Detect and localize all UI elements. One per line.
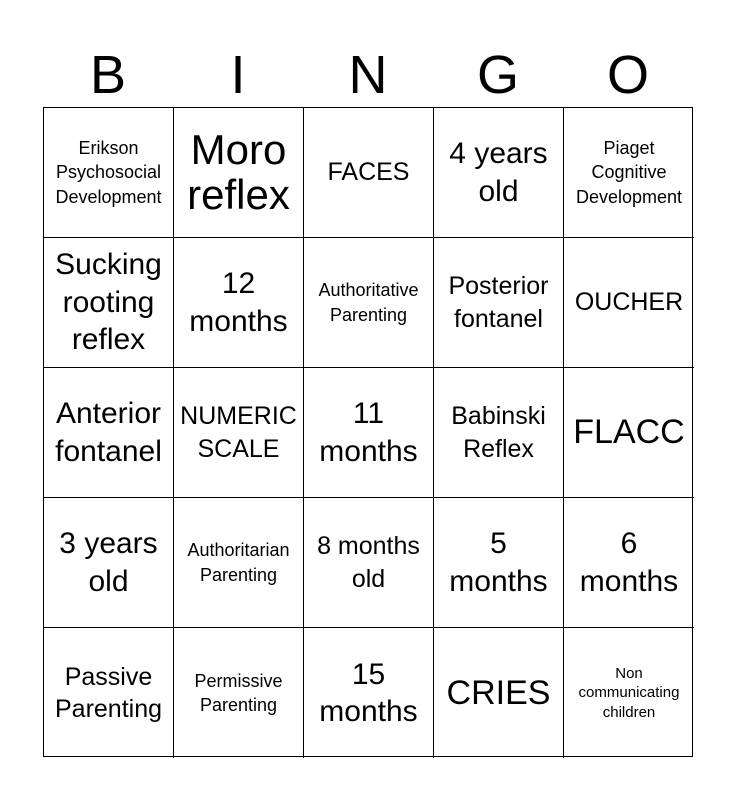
cell-text: 5 months xyxy=(449,527,548,598)
bingo-cell[interactable] xyxy=(564,238,694,368)
bingo-cell[interactable] xyxy=(304,368,434,498)
cell-text: 6 months xyxy=(579,527,679,598)
bingo-cell[interactable] xyxy=(174,498,304,628)
cell-text: CRIES xyxy=(446,673,551,712)
bingo-cell[interactable] xyxy=(564,108,694,238)
cell-text: Babinski Reflex xyxy=(451,402,546,463)
bingo-cell[interactable] xyxy=(564,628,694,758)
bingo-cell[interactable] xyxy=(304,238,434,368)
cell-text: 12 months xyxy=(189,267,288,338)
cell-text: 3 years old xyxy=(59,527,158,598)
bingo-cell[interactable] xyxy=(304,108,434,238)
bingo-cell[interactable] xyxy=(44,498,174,628)
bingo-header xyxy=(43,44,693,106)
bingo-cell[interactable] xyxy=(564,368,694,498)
cell-text: 11 months xyxy=(319,397,418,468)
bingo-board xyxy=(43,107,693,757)
bingo-cell[interactable] xyxy=(174,108,304,238)
bingo-cell[interactable] xyxy=(304,628,434,758)
bingo-cell[interactable] xyxy=(434,368,564,498)
bingo-cell[interactable] xyxy=(304,498,434,628)
cell-text: Permissive Parenting xyxy=(194,670,283,715)
cell-text: Sucking rooting reflex xyxy=(55,248,162,357)
cell-text: Authoritative Parenting xyxy=(318,280,419,325)
cell-text: 4 years old xyxy=(449,137,548,208)
bingo-cell[interactable] xyxy=(434,238,564,368)
header-letter-g: G xyxy=(476,45,519,105)
bingo-cell[interactable] xyxy=(44,238,174,368)
cell-text: Anterior fontanel xyxy=(55,397,162,468)
bingo-cell[interactable] xyxy=(434,498,564,628)
header-letter-i: I xyxy=(230,45,246,105)
cell-text: Piaget Cognitive Development xyxy=(575,138,683,207)
cell-text: NUMERIC SCALE xyxy=(180,402,297,463)
bingo-cell[interactable] xyxy=(564,498,694,628)
bingo-cell[interactable] xyxy=(174,368,304,498)
cell-text: 15 months xyxy=(319,657,418,728)
cell-text: 8 months old xyxy=(317,532,420,593)
cell-text: FLACC xyxy=(573,413,685,452)
header-letter-o: O xyxy=(606,45,649,105)
cell-text: FACES xyxy=(327,158,410,187)
header-letter-b: B xyxy=(89,45,127,105)
bingo-cell[interactable] xyxy=(174,238,304,368)
bingo-cell[interactable] xyxy=(44,108,174,238)
bingo-cell[interactable] xyxy=(174,628,304,758)
header-letter-n: N xyxy=(348,45,388,105)
cell-text: OUCHER xyxy=(574,288,684,317)
bingo-cell[interactable] xyxy=(44,628,174,758)
bingo-cell[interactable] xyxy=(434,108,564,238)
cell-text: Non communicating children xyxy=(578,664,680,721)
cell-text: Passive Parenting xyxy=(54,662,163,723)
cell-text: Authoritarian Parenting xyxy=(187,540,290,585)
cell-text: Moro reflex xyxy=(187,126,290,218)
cell-text: Posterior fontanel xyxy=(448,272,549,333)
bingo-cell[interactable] xyxy=(434,628,564,758)
cell-text: Erikson Psychosocial Development xyxy=(55,138,162,207)
bingo-cell[interactable] xyxy=(44,368,174,498)
